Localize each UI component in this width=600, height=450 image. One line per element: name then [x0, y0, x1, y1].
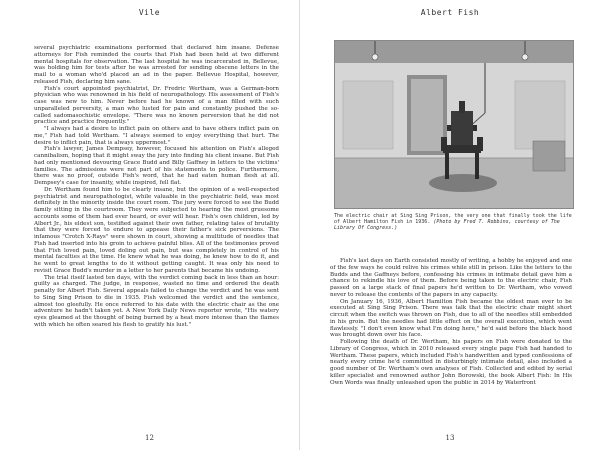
paragraph: Fish's court appointed psychiatrist, Dr. Fredric Wertham, was a German-born physician who was renowned in his field of neuropathology. His assessment of Fish's case was new to him. Never before had he known of a man filled with such unparalleled perversity, a man who lusted for pain and constantly pushed the so-called sadomasochistic envelope. "There was no known perversion that he did not practice and practice frequently.": [34, 85, 279, 126]
right-page: [300, 0, 600, 450]
page-number-left: 12: [145, 434, 154, 442]
photo-illustration: [335, 41, 573, 208]
paragraph: several psychiatric examinations performed that declared him insane. Defense attorneys for Fish reminded the courts that Fish had been held at two different mental hospitals for observation. The last hospital he was incarcerated in, Bellevue, was holding him for tests after he was arrested for sending obscene letters in the mail to a woman who'd placed an ad in the paper. Bellevue Hospital, however, released Fish, declaring him sane.: [34, 45, 279, 85]
page-number-right: 13: [445, 434, 455, 442]
paragraph: The trial itself lasted ten days, with the verdict coming back in less than an hour: guilty as charged. The judge, in response, wasted no time and ordered the death penalty for Albert Fish. Several appeals failed to change the verdict and he was sent to Sing Sing Prison to die in 1935. Fish welcomed the verdict and the sentence, almost too gleefully. He once referred to his date with the electric chair as the one adventure he hadn't taken yet. A New York Daily News reporter wrote, "His watery eyes gleamed at the thought of being burned by a heat more intense than the flames with which he often seared his flesh to gratify his lust.": [34, 274, 279, 328]
paragraph: On January 16, 1936, Albert Hamilton Fish became the oldest man ever to be executed at Sing Sing Prison. There was talk that the electric chair might short circuit when the switch was thrown on Fish, due to all of the needles still embedded in his groin. But the needles had little effect on the overall execution, which went flawlessly. "I don't even know what I'm doing here," he'd said before the black hood was brought down over his face.: [330, 298, 572, 339]
paragraph: "I always had a desire to inflict pain on others and to have others inflict pain on me," Fish had told Wertham. "I always seemed to enjoy everything that hurt. The desire to inflict pain, that is always uppermost.": [34, 126, 279, 146]
paragraph: Dr. Wertham found him to be clearly insane, but the opinion of a well-respected psychiatrist and neuropathologist, while valuable in the psychiatric field, was most definitely in the minority inside the court room. The jury were forced to see the Budd family sitting in the courtroom. They were subjected to hearing the most gruesome accounts some of them had ever heard, or ever will hear. Fish's own children, led by Albert Jr., his eldest son, testified against their own father, relating tales of brutality that they were forced to endure to appease their father's sick perversions. The infamous "Crotch X-Rays" were shown in court, showing a multitude of needles that Fish had inserted into his groin to achieve painful bliss. All of the testimonies proved that Fish loved pain, loved doling out pain, but was completely in control of his mental faculties at the time. He knew what he was doing, he knew how to do it, and he went to great lengths to do it without getting caught. It was only his need to revisit Grace Budd's murder in a letter to her parents that became his undoing.: [34, 186, 279, 274]
paragraph: Fish's lawyer, James Dempsey, however, focused his attention on Fish's alleged cannibalism, hoping that it might sway the jury into finding his client insane. But Fish had only mentioned devouring Grace Budd and Billy Gaffney in letters to the victims' families. The admissions were not part of his statements to police. Furthermore, there was no proof, outside Fish's word, that he had eaten human flesh at all. Dempsey's case for insanity, while inspired, fell flat.: [34, 146, 279, 186]
paragraph: Fish's last days on Earth consisted mostly of writing, a hobby he enjoyed and one of the few ways he could relive his crimes while still in prison. Like the letters to the Budds and the Gaffneys before, confessing his crimes in intimate detail gave him a chance to rekindle his love of them. Before being taken to the electric chair, Fish passed on a large stack of final papers he'd written to Dr. Wertham, who vowed never to release the contents of the papers in any capacity.: [330, 258, 572, 298]
left-body-text: [34, 45, 279, 329]
electric-chair-photo: [334, 40, 574, 209]
right-body-text: [330, 258, 572, 386]
caption-main: The electric chair at Sing Sing Prison, the very one that finally took the life of Albert Hamilton Fish in 1936.: [334, 213, 572, 226]
paragraph: Following the death of Dr. Wertham, his papers on Fish were donated to the Library of Congress, which in 2010 released every single page Fish had handed to Wertham. These papers, which included Fish's handwritten and typed confessions of nearly every crime he'd committed in disturbingly intimate detail, also included a good number of Dr. Wertham's own analyses of Fish. Collected and edited by serial killer specialist and renowned author John Borowski, the book Albert Fish: In His Own Words was finally unleashed upon the public in 2014 by Waterfront: [330, 339, 572, 386]
caption-credit: (Photo by Fred T. Robbins, courtesy of The Library Of Congress.): [334, 219, 560, 232]
photo-caption: [334, 213, 574, 232]
running-header-left: Vile: [138, 8, 161, 17]
running-header-right: Albert Fish: [420, 8, 480, 17]
